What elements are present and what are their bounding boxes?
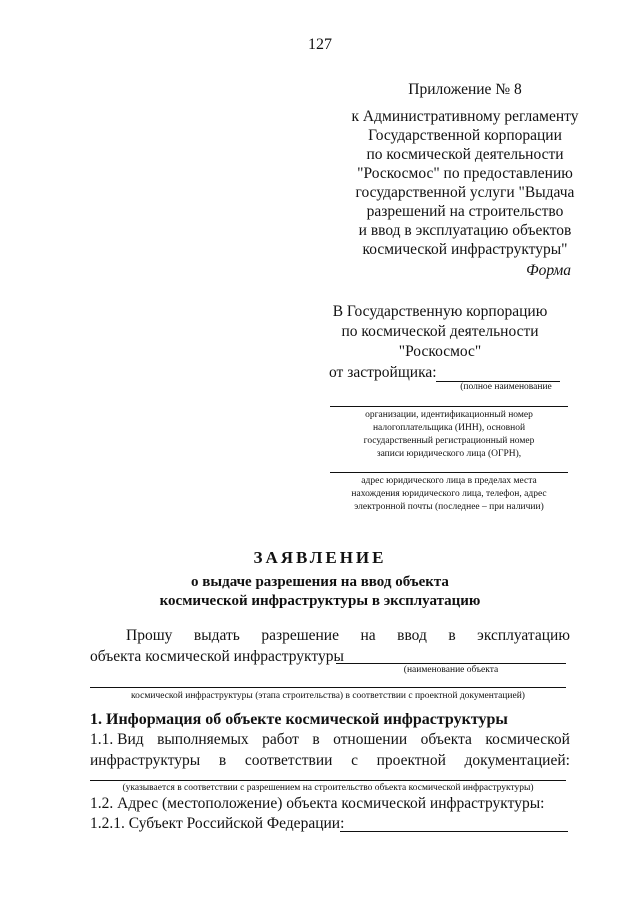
- appendix-title: Приложение № 8: [408, 81, 522, 98]
- item-word: инфраструктуры: [90, 752, 201, 769]
- section-1-title: 1. Информация об объекте космической инфраструктуры: [90, 711, 508, 728]
- object-name-hint: (наименование объекта: [403, 665, 499, 675]
- work-type-field[interactable]: [90, 780, 566, 781]
- request-word: эксплуатацию: [477, 627, 570, 644]
- item-word: 1.1. Вид: [90, 731, 144, 748]
- address-hint-line: нахождения юридического лица, телефон, адрес: [351, 489, 547, 499]
- item-1-1-line-2: [90, 752, 570, 770]
- appendix-line: по космической деятельности: [366, 146, 564, 163]
- object-name-field-2[interactable]: [90, 687, 566, 688]
- object-name-hint-2: космической инфраструктуры (этапа строительства) в соответствии с проектной документацией): [131, 691, 525, 701]
- form-label: Форма: [526, 262, 571, 279]
- request-word: на: [360, 627, 376, 644]
- request-line: [126, 627, 570, 645]
- address-hint-line: адрес юридического лица в пределах места: [361, 476, 537, 486]
- item-1-1-line: [90, 731, 570, 749]
- federal-subject-field[interactable]: [340, 831, 568, 832]
- item-word: соответствии: [244, 752, 333, 769]
- item-word: выполняемых: [157, 731, 249, 748]
- details-hint-line: организации, идентификационный номер: [365, 410, 533, 420]
- developer-label: от застройщика:: [329, 364, 437, 381]
- addressee-line: по космической деятельности: [341, 323, 539, 340]
- request-word: Прошу: [126, 627, 173, 644]
- item-word: отношении: [333, 731, 408, 748]
- item-word: работ: [262, 731, 299, 748]
- item-1-2-1: 1.2.1. Субъект Российской Федерации:: [90, 815, 345, 832]
- details-hint-line: записи юридического лица (ОГРН),: [376, 449, 522, 459]
- developer-details-field[interactable]: [330, 406, 568, 407]
- appendix-line: и ввод в эксплуатацию объектов: [358, 222, 572, 239]
- appendix-line: "Роскосмос" по предоставлению: [357, 165, 573, 182]
- statement-subtitle: о выдаче разрешения на ввод объекта: [191, 574, 449, 590]
- appendix-line: государственной услуги "Выдача: [355, 184, 575, 201]
- address-hint-line: электронной почты (последнее – при наличии): [354, 502, 544, 512]
- details-hint-line: государственный регистрационный номер: [363, 436, 535, 446]
- addressee-line: "Роскосмос": [398, 343, 482, 360]
- item-word: космической: [485, 731, 570, 748]
- work-type-hint: (указывается в соответствии с разрешением на строительство объекта космической инфраструктуры): [122, 783, 534, 793]
- item-word: документацией:: [464, 752, 570, 769]
- request-word: разрешение: [261, 627, 339, 644]
- developer-name-hint: (полное наименование: [460, 382, 552, 392]
- developer-address-field[interactable]: [330, 472, 568, 473]
- item-word: проектной: [376, 752, 446, 769]
- item-word: в: [218, 752, 227, 769]
- page-number: 127: [308, 36, 332, 53]
- request-line-2: объекта космической инфраструктуры: [90, 648, 344, 665]
- request-word: выдать: [193, 627, 240, 644]
- item-word: объекта: [420, 731, 472, 748]
- statement-title: ЗАЯВЛЕНИЕ: [253, 548, 387, 567]
- request-word: ввод: [397, 627, 427, 644]
- request-word: в: [448, 627, 456, 644]
- appendix-line: к Административному регламенту: [351, 108, 579, 125]
- item-word: с: [351, 752, 358, 769]
- item-word: в: [312, 731, 320, 748]
- statement-subtitle: космической инфраструктуры в эксплуатацию: [159, 593, 481, 609]
- addressee-line: В Государственную корпорацию: [332, 303, 548, 320]
- details-hint-line: налогоплательщика (ИНН), основной: [372, 423, 526, 433]
- appendix-line: разрешений на строительство: [366, 203, 564, 220]
- item-1-2: 1.2. Адрес (местоположение) объекта космической инфраструктуры:: [90, 795, 545, 812]
- appendix-line: Государственной корпорации: [368, 127, 562, 144]
- appendix-line: космической инфраструктуры": [362, 241, 568, 258]
